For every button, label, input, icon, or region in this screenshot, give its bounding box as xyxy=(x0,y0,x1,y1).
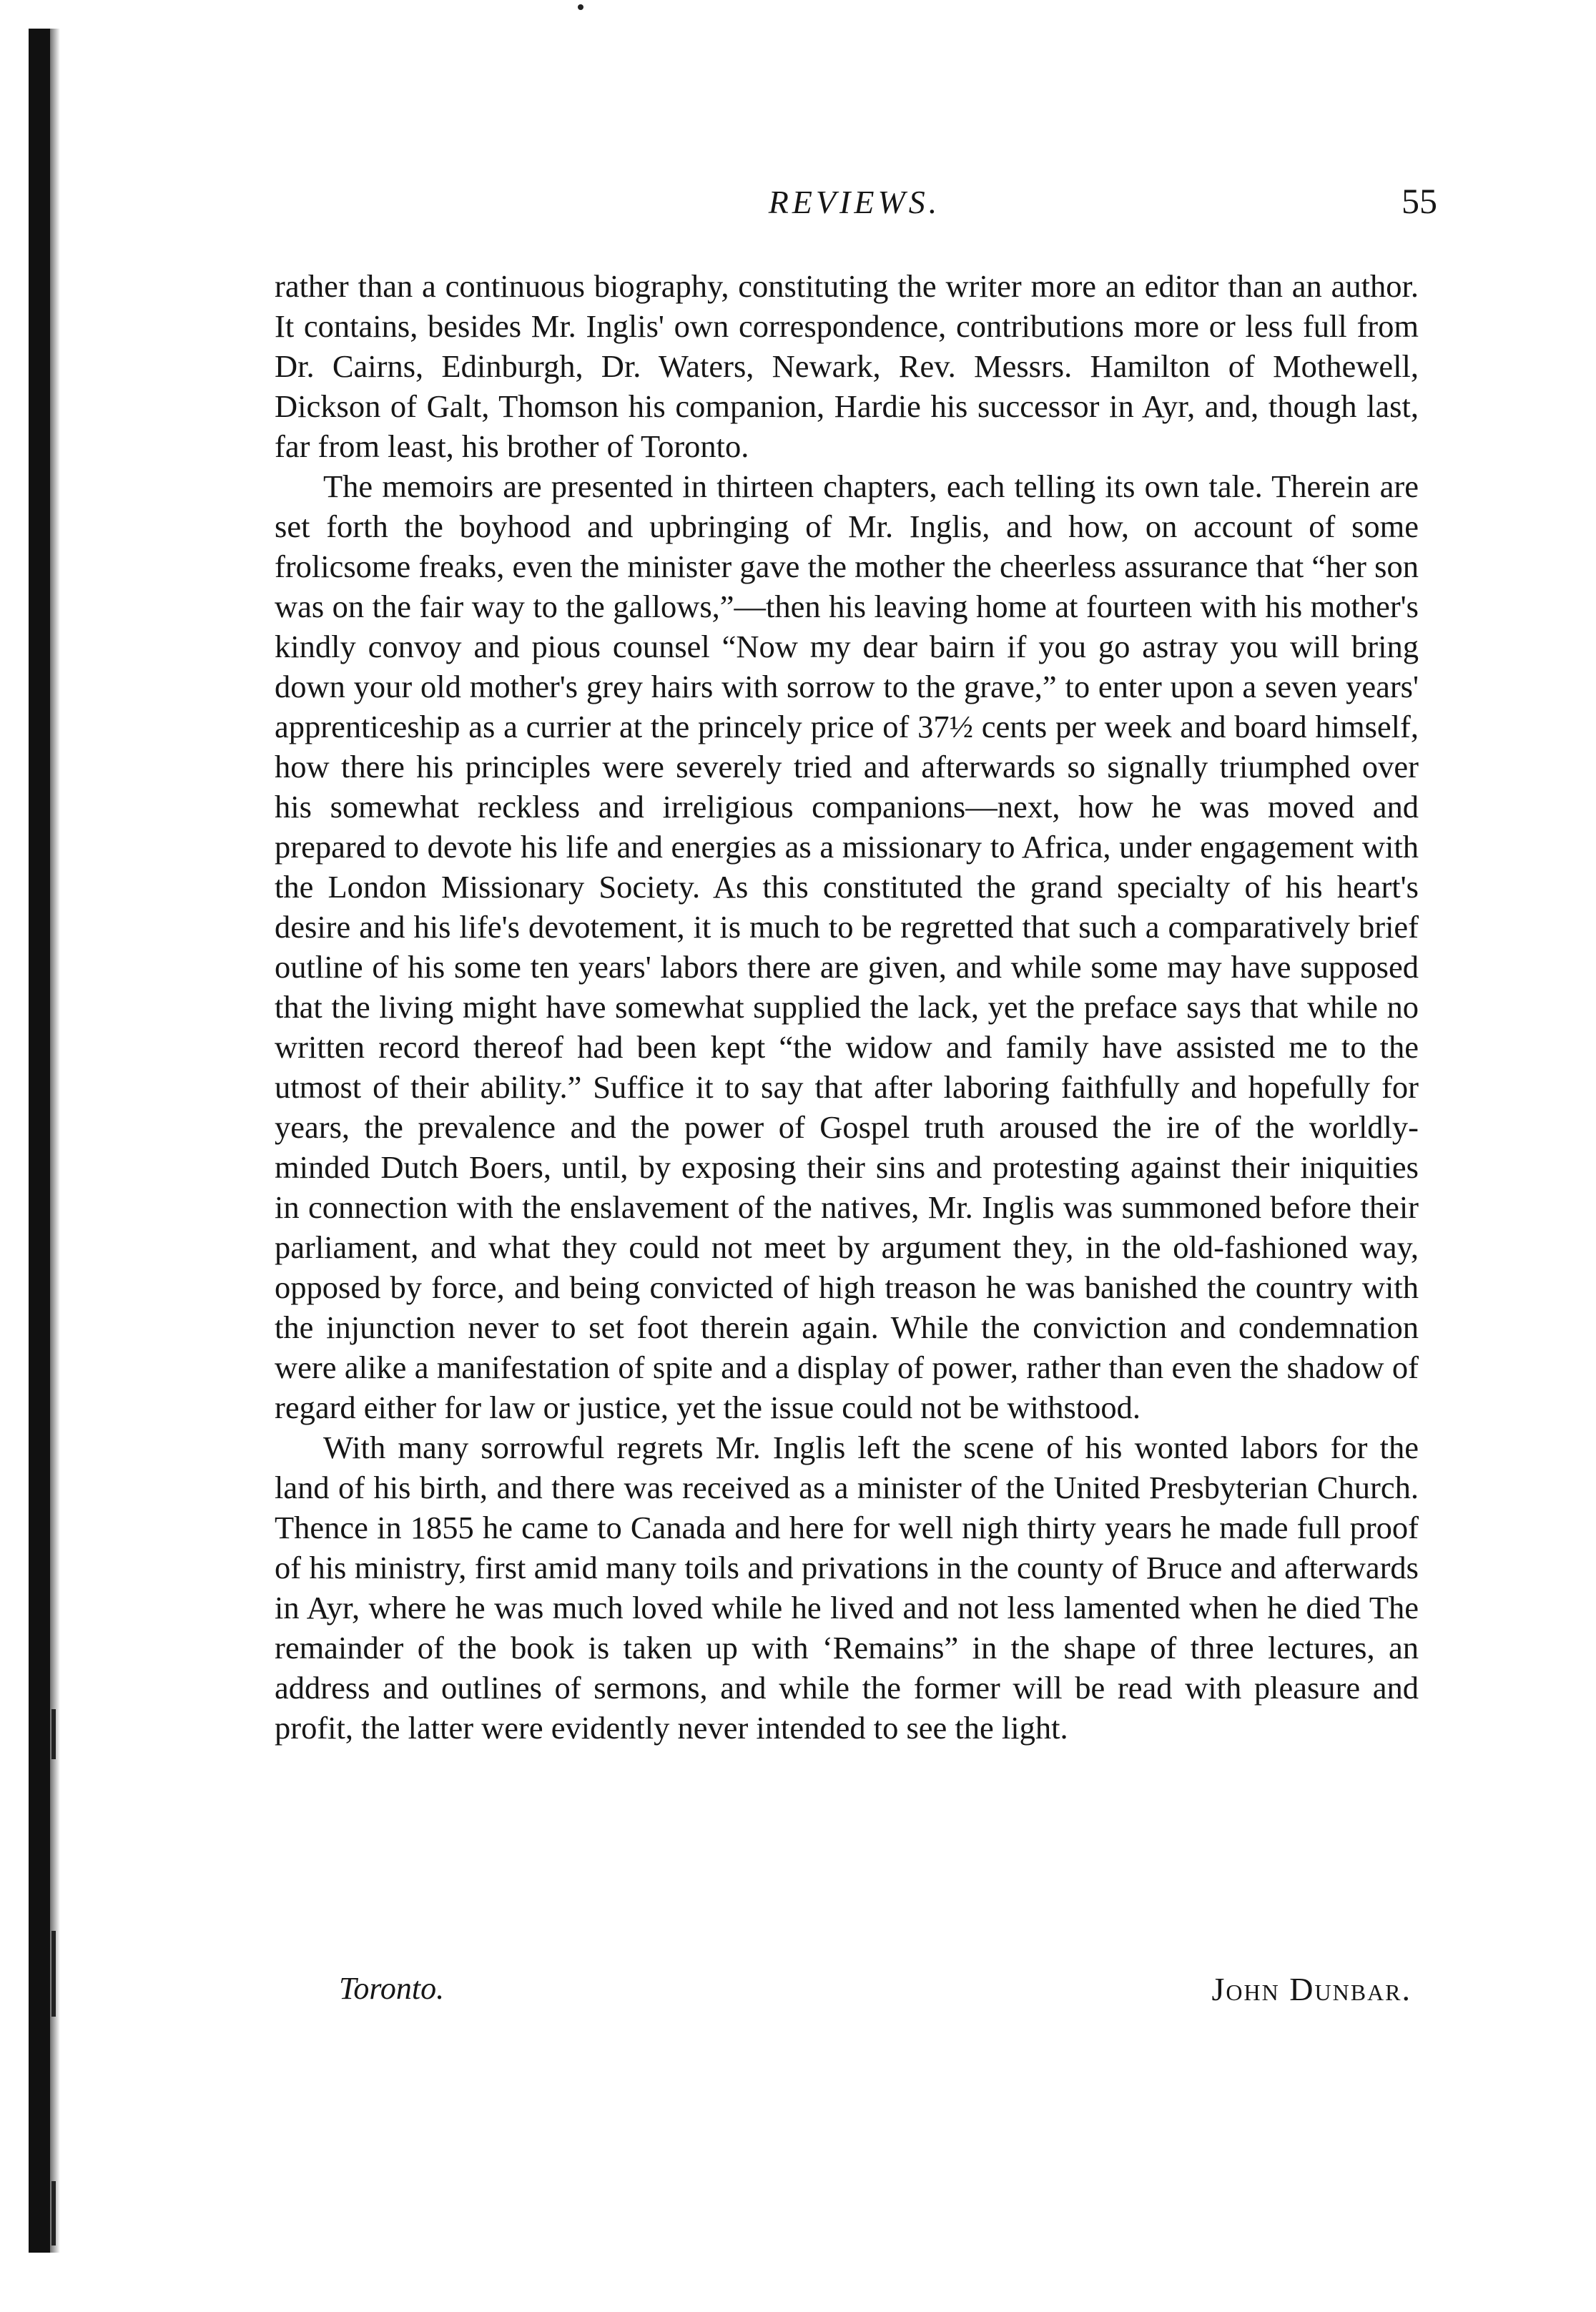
signature-line xyxy=(275,1970,1419,2013)
paragraph: rather than a continuous biography, constituting the writer more an editor than an author. It contains, besides Mr. Inglis' own correspondence, contributions more or less full from Dr. Cairns, Edinburgh, Dr. Waters, Newark, Rev. Messrs. Hamilton of Mothewell, Dickson of Galt, Thomson his companion, Hardie his successor in Ayr, and, though last, far from least, his brother of Toronto. xyxy=(275,268,1419,464)
paragraph: The memoirs are presented in thirteen chapters, each telling its own tale. Therein are set forth the boyhood and upbringing of Mr. Inglis, and how, on account of some frolicsome freaks, even the minister gave the mother the cheerless assurance that “her son was on the fair way to the gallows,”—then his leaving home at fourteen with his mother's kindly convoy and pious counsel “Now my dear bairn if you go astray you will bring down your old mother's grey hairs with sorrow to the grave,” to enter upon a seven years' apprenticeship as a currier at the princely price of 37½ cents per week and board himself, how there his principles were severely tried and afterwards so signally triumphed over his somewhat reckless and irreligious companions—next, how he was moved and prepared to devote his life and energies as a missionary to Africa, under engagement with the London Missionary Society. As this constituted the grand specialty of his heart's desire and his life's devotement, it is much to be regretted that such a comparatively brief outline of his some ten years' labors there are given, and while some may have supposed that the living might have somewhat supplied the lack, yet the preface says that while no written record thereof had been kept “the widow and family have assisted me to the utmost of their ability.” Suffice it to say that after laboring faithfully and hopefully for years, the prevalence and the power of Gospel truth aroused the ire of the worldly-minded Dutch Boers, until, by exposing their sins and protesting against their iniquities in connection with the enslavement of the natives, Mr. Inglis was summoned before their parliament, and what they could not meet by argument they, in the old-fashioned way, opposed by force, and being convicted of high treason he was banished the country with the injunction never to set foot therein again. While the conviction and condemnation were alike a manifestation of spite and a display of power, rather than even the shadow of regard either for law or justice, yet the issue could not be withstood. xyxy=(275,468,1419,1425)
running-head xyxy=(272,177,1437,235)
gutter-mark xyxy=(51,1709,56,1759)
signature-place: Toronto. xyxy=(339,1971,445,2006)
page-number: 55 xyxy=(1402,181,1437,221)
gutter-mark xyxy=(51,2181,56,2245)
body-text xyxy=(275,266,1419,1748)
binding-gutter xyxy=(29,29,50,2253)
paragraph: With many sorrowful regrets Mr. Inglis left the scene of his wonted labors for the land of his birth, and there was received as a minister of the United Presbyterian Church. Thence in 1855 he came to Canada and here for well nigh thirty years he made full proof of his ministry, first amid many toils and privations in the county of Bruce and afterwards in Ayr, where he was much loved while he lived and not less lamented when he died The remainder of the book is taken up with ‘Remains” in the shape of three lectures, an address and outlines of sermons, and while the former will be read with pleasure and profit, the latter were evidently never intended to see the light. xyxy=(275,1430,1419,1746)
gutter-mark xyxy=(51,1931,56,2017)
scan-speck xyxy=(578,4,583,10)
running-title: REVIEWS. xyxy=(768,184,941,220)
signature-author: John Dunbar. xyxy=(1211,1971,1412,2007)
